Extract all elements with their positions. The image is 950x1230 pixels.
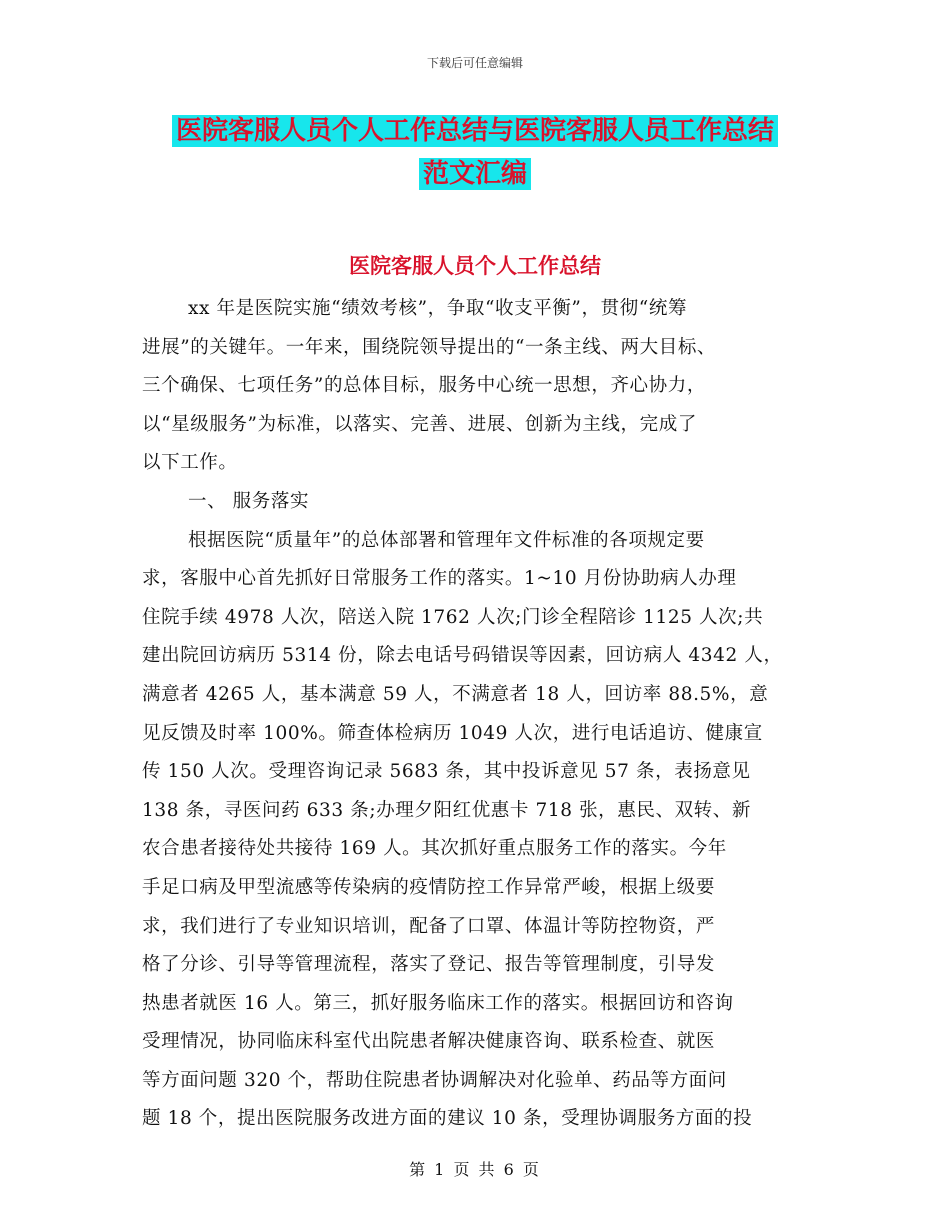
- body-line: 手足口病及甲型流感等传染病的疫情防控工作异常严峻，根据上级要: [142, 876, 716, 898]
- body-line: 以“星级服务”为标准，以落实、完善、进展、创新为主线，完成了: [142, 413, 697, 435]
- body-line: 根据医院“质量年”的总体部署和管理年文件标准的各项规定要: [188, 529, 705, 551]
- page-footer: 第 1 页 共 6 页: [409, 1160, 541, 1179]
- title-line-2-text: 范文汇编: [419, 158, 531, 190]
- body-line: 建出院回访病历 5314 份，除去电话号码错误等因素，回访病人 4342 人，: [142, 645, 783, 667]
- body-line: 受理情况，协同临床科室代出院患者解决健康咨询、联系检查、就医: [142, 1031, 716, 1053]
- subheading-service: 一、 服务落实: [188, 490, 310, 512]
- document-body: [142, 290, 832, 1139]
- body-line: 138 条，寻医问药 633 条;办理夕阳红优惠卡 718 张，惠民、双转、新: [142, 799, 751, 821]
- header-note: 下载后可任意编辑: [426, 56, 523, 70]
- document-title-line-1: [0, 110, 950, 147]
- body-line: 求，我们进行了专业知识培训，配备了口罩、体温计等防控物资，严: [142, 915, 716, 937]
- document-title-line-2: [0, 153, 950, 190]
- title-line-1-text: 医院客服人员个人工作总结与医院客服人员工作总结: [172, 115, 778, 147]
- body-line: 求，客服中心首先抓好日常服务工作的落实。1~10 月份协助病人办理: [142, 568, 737, 590]
- body-line: 满意者 4265 人，基本满意 59 人，不满意者 18 人，回访率 88.5%，意: [142, 683, 769, 705]
- body-line: 住院手续 4978 人次，陪送入院 1762 人次;门诊全程陪诊 1125 人次;共: [142, 606, 764, 628]
- body-line: 见反馈及时率 100%。筛查体检病历 1049 人次，进行电话追访、健康宣: [142, 722, 763, 744]
- body-line: 格了分诊、引导等管理流程，落实了登记、报告等管理制度，引导发: [142, 954, 716, 976]
- body-line: 传 150 人次。受理咨询记录 5683 条，其中投诉意见 57 条，表扬意见: [142, 761, 751, 783]
- body-line: 进展”的关键年。一年来，围绕院领导提出的“一条主线、两大目标、: [142, 336, 717, 358]
- body-line: 以下工作。: [142, 452, 238, 474]
- body-line: 农合患者接待处共接待 169 人。其次抓好重点服务工作的落实。今年: [142, 838, 727, 860]
- body-line: 题 18 个，提出医院服务改进方面的建议 10 条，受理协调服务方面的投: [142, 1108, 753, 1130]
- body-line: xx 年是医院实施“绩效考核”，争取“收支平衡”，贯彻“统筹: [188, 298, 688, 319]
- section-title: 医院客服人员个人工作总结: [349, 254, 601, 278]
- body-line: 三个确保、七项任务”的总体目标，服务中心统一思想，齐心协力，: [142, 375, 706, 397]
- body-line: 等方面问题 320 个，帮助住院患者协调解决对化验单、药品等方面问: [142, 1069, 727, 1091]
- body-line: 热患者就医 16 人。第三，抓好服务临床工作的落实。根据回访和咨询: [142, 992, 734, 1014]
